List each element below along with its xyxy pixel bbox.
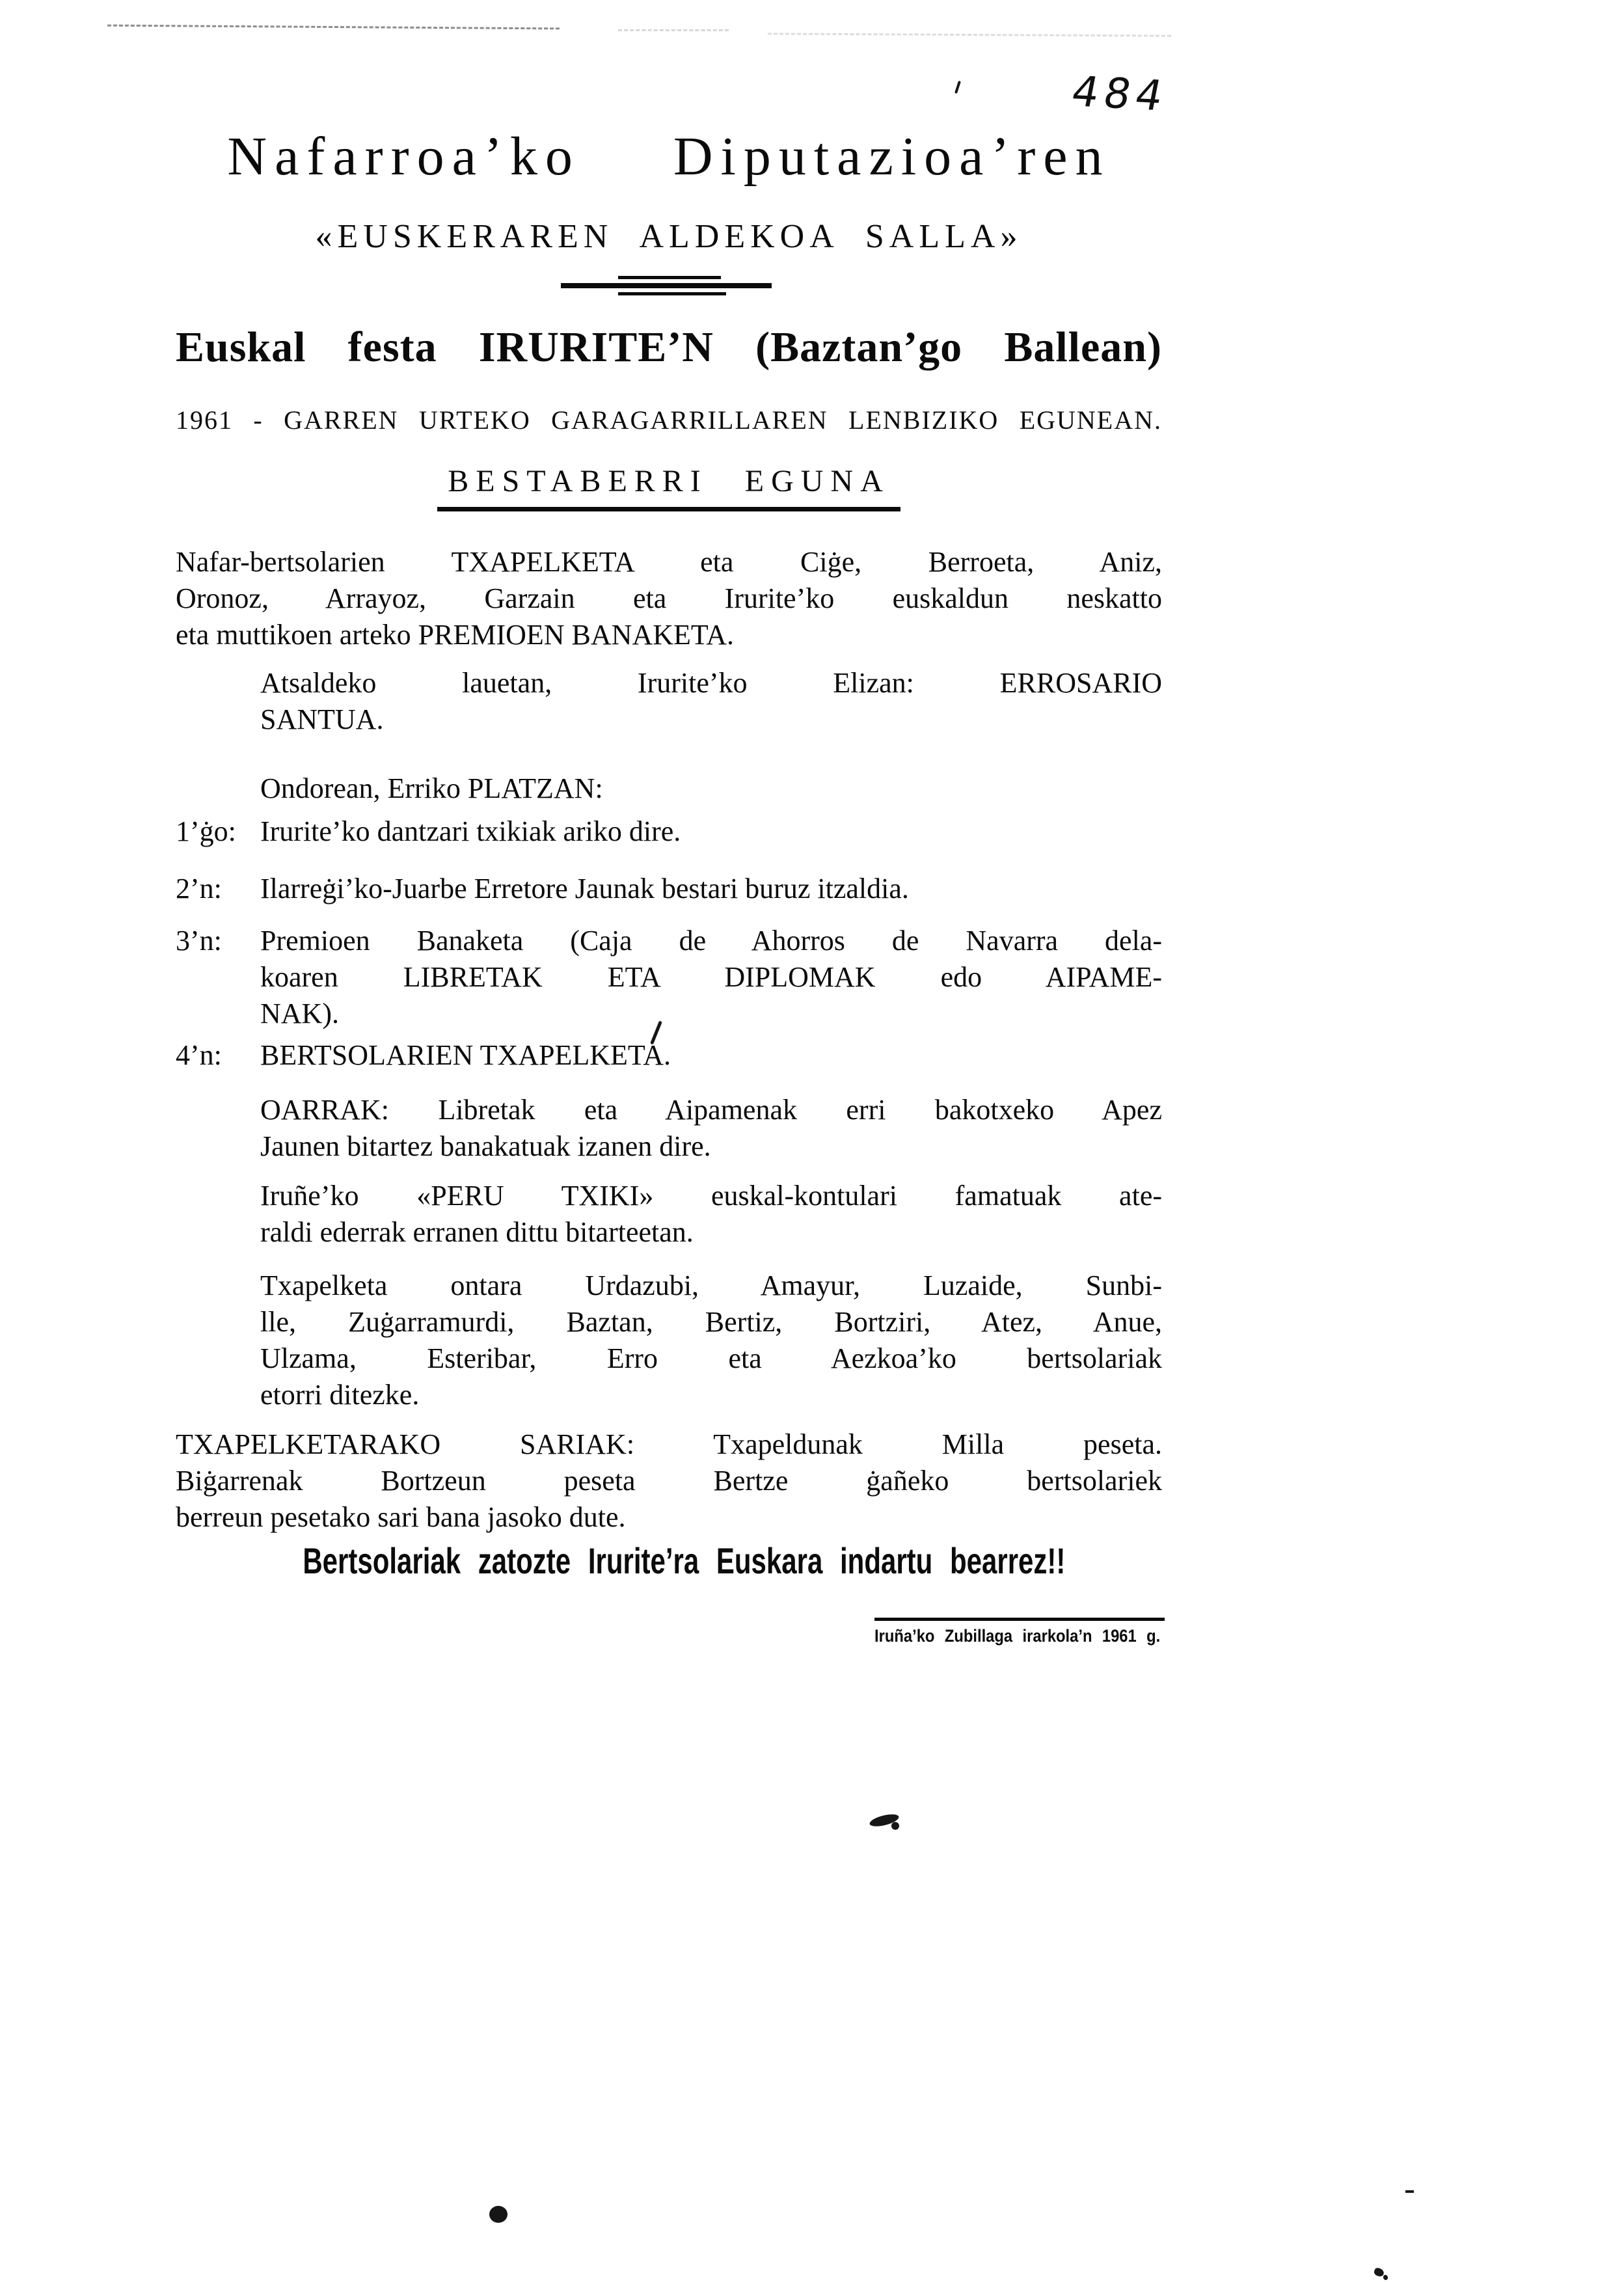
text-line: NAK). <box>260 998 339 1029</box>
handwritten-page-number: 484 <box>1067 68 1172 121</box>
program-item-number: 2’n: <box>176 873 222 904</box>
document-title: Nafarroa’ko Diputazioa’ren <box>227 126 1111 187</box>
text-line: TXAPELKETARAKO SARIAK: Txapeldunak Milla peseta. <box>176 1428 1162 1460</box>
pen-tick-mark <box>954 81 961 94</box>
text-line: Irurite’ko dantzari txikiak ariko dire. <box>260 815 681 847</box>
ink-smudge <box>891 1822 899 1830</box>
ornamental-divider <box>176 276 1162 302</box>
scan-artifact-dashes <box>618 29 729 31</box>
day-title: BESTABERRI EGUNA <box>437 463 900 511</box>
text-line: raldi ederrak erranen dittu bitarteetan. <box>260 1216 694 1248</box>
intro-paragraph <box>176 544 1162 653</box>
text-line: Iruñe’ko «PERU TXIKI» euskal-kontulari famatuak ate- <box>260 1180 1162 1212</box>
program-item-number: 3’n: <box>176 925 222 957</box>
text-line: berreun pesetako sari bana jasoko dute. <box>176 1501 626 1533</box>
text-line: BERTSOLARIEN TXAPELKETA. <box>260 1039 671 1071</box>
text-line: Biġarrenak Bortzeun peseta Bertze ġañeko bertsolariek <box>176 1465 1162 1497</box>
program-item-text <box>260 1037 1162 1074</box>
program-item-number: 4’n: <box>176 1039 222 1071</box>
program-item-text <box>260 923 1162 1032</box>
divider-bar <box>618 292 726 295</box>
closing-slogan-wrap <box>176 1540 1162 1582</box>
text-line: Ilarreġi’ko-Juarbe Erretore Jaunak bestari buruz itzaldia. <box>260 873 909 904</box>
program-item-4 <box>176 1037 1162 1074</box>
program-item-text <box>260 813 1162 850</box>
printer-imprint-text: Iruña’ko Zubillaga irarkola’n 1961 g. <box>874 1626 1161 1646</box>
closing-slogan: Bertsolariak zatozte Irurite’ra Euskara indartu bearrez!! <box>303 1540 1066 1581</box>
text-line: Nafar-bertsolarien TXAPELKETA eta Ciġe, Berroeta, Aniz, <box>176 546 1162 578</box>
text-line: Premioen Banaketa (Caja de Ahorros de Navarra dela- <box>260 925 1162 957</box>
text-line: Txapelketa ontara Urdazubi, Amayur, Luzaide, Sunbi- <box>260 1270 1162 1301</box>
divider-bar <box>561 283 772 288</box>
program-item-text <box>260 871 1162 907</box>
text-line: etorri ditezke. <box>260 1379 420 1411</box>
text-line: Jaunen bitartez banakatuak izanen dire. <box>260 1130 711 1162</box>
text-line: Ulzama, Esteribar, Erro eta Aezkoa’ko bertsolariak <box>260 1342 1162 1374</box>
text-line: SANTUA. <box>260 703 384 735</box>
scan-artifact-dashes <box>107 25 560 30</box>
event-date-line: 1961 - GARREN URTEKO GARAGARRILLAREN LENBIZIKO EGUNEAN. <box>176 405 1162 435</box>
event-heading: Euskal festa IRURITE’N (Baztan’go Ballean) <box>176 323 1162 371</box>
program-item-number: 1’ġo: <box>176 815 236 847</box>
rosary-paragraph <box>260 665 1162 738</box>
text-line: koaren LIBRETAK ETA DIPLOMAK edo AIPAME- <box>260 961 1162 993</box>
participants-paragraph <box>260 1268 1162 1413</box>
program-item-3 <box>176 923 1162 1032</box>
divider-bar <box>618 276 721 279</box>
peru-txiki-paragraph <box>260 1178 1162 1251</box>
scan-artifact-dashes <box>768 33 1171 36</box>
text-line: Atsaldeko lauetan, Irurite’ko Elizan: ERROSARIO <box>260 667 1162 699</box>
prizes-paragraph <box>176 1426 1162 1536</box>
day-title-wrap <box>176 463 1162 511</box>
printer-imprint <box>874 1618 1165 1646</box>
text-line: OARRAK: Libretak eta Aipamenak erri bakotxeko Apez <box>260 1094 1162 1126</box>
oarrak-note-paragraph <box>260 1092 1162 1165</box>
plaza-line: Ondorean, Erriko PLATZAN: <box>260 772 603 804</box>
text-line: Oronoz, Arrayoz, Garzain eta Irurite’ko euskaldun neskatto <box>176 582 1162 614</box>
program-item-2 <box>176 871 1162 907</box>
program-item-1 <box>176 813 1162 850</box>
scan-speck <box>1383 2274 1388 2281</box>
text-line: eta muttikoen arteko PREMIOEN BANAKETA. <box>176 619 734 651</box>
text-line: lle, Zuġarramurdi, Baztan, Bertiz, Bortziri, Atez, Anue, <box>260 1306 1162 1338</box>
bullet-dot-mark <box>489 2206 508 2223</box>
scan-speck <box>1405 2190 1414 2193</box>
document-subtitle: «EUSKERAREN ALDEKOA SALLA» <box>315 218 1023 255</box>
